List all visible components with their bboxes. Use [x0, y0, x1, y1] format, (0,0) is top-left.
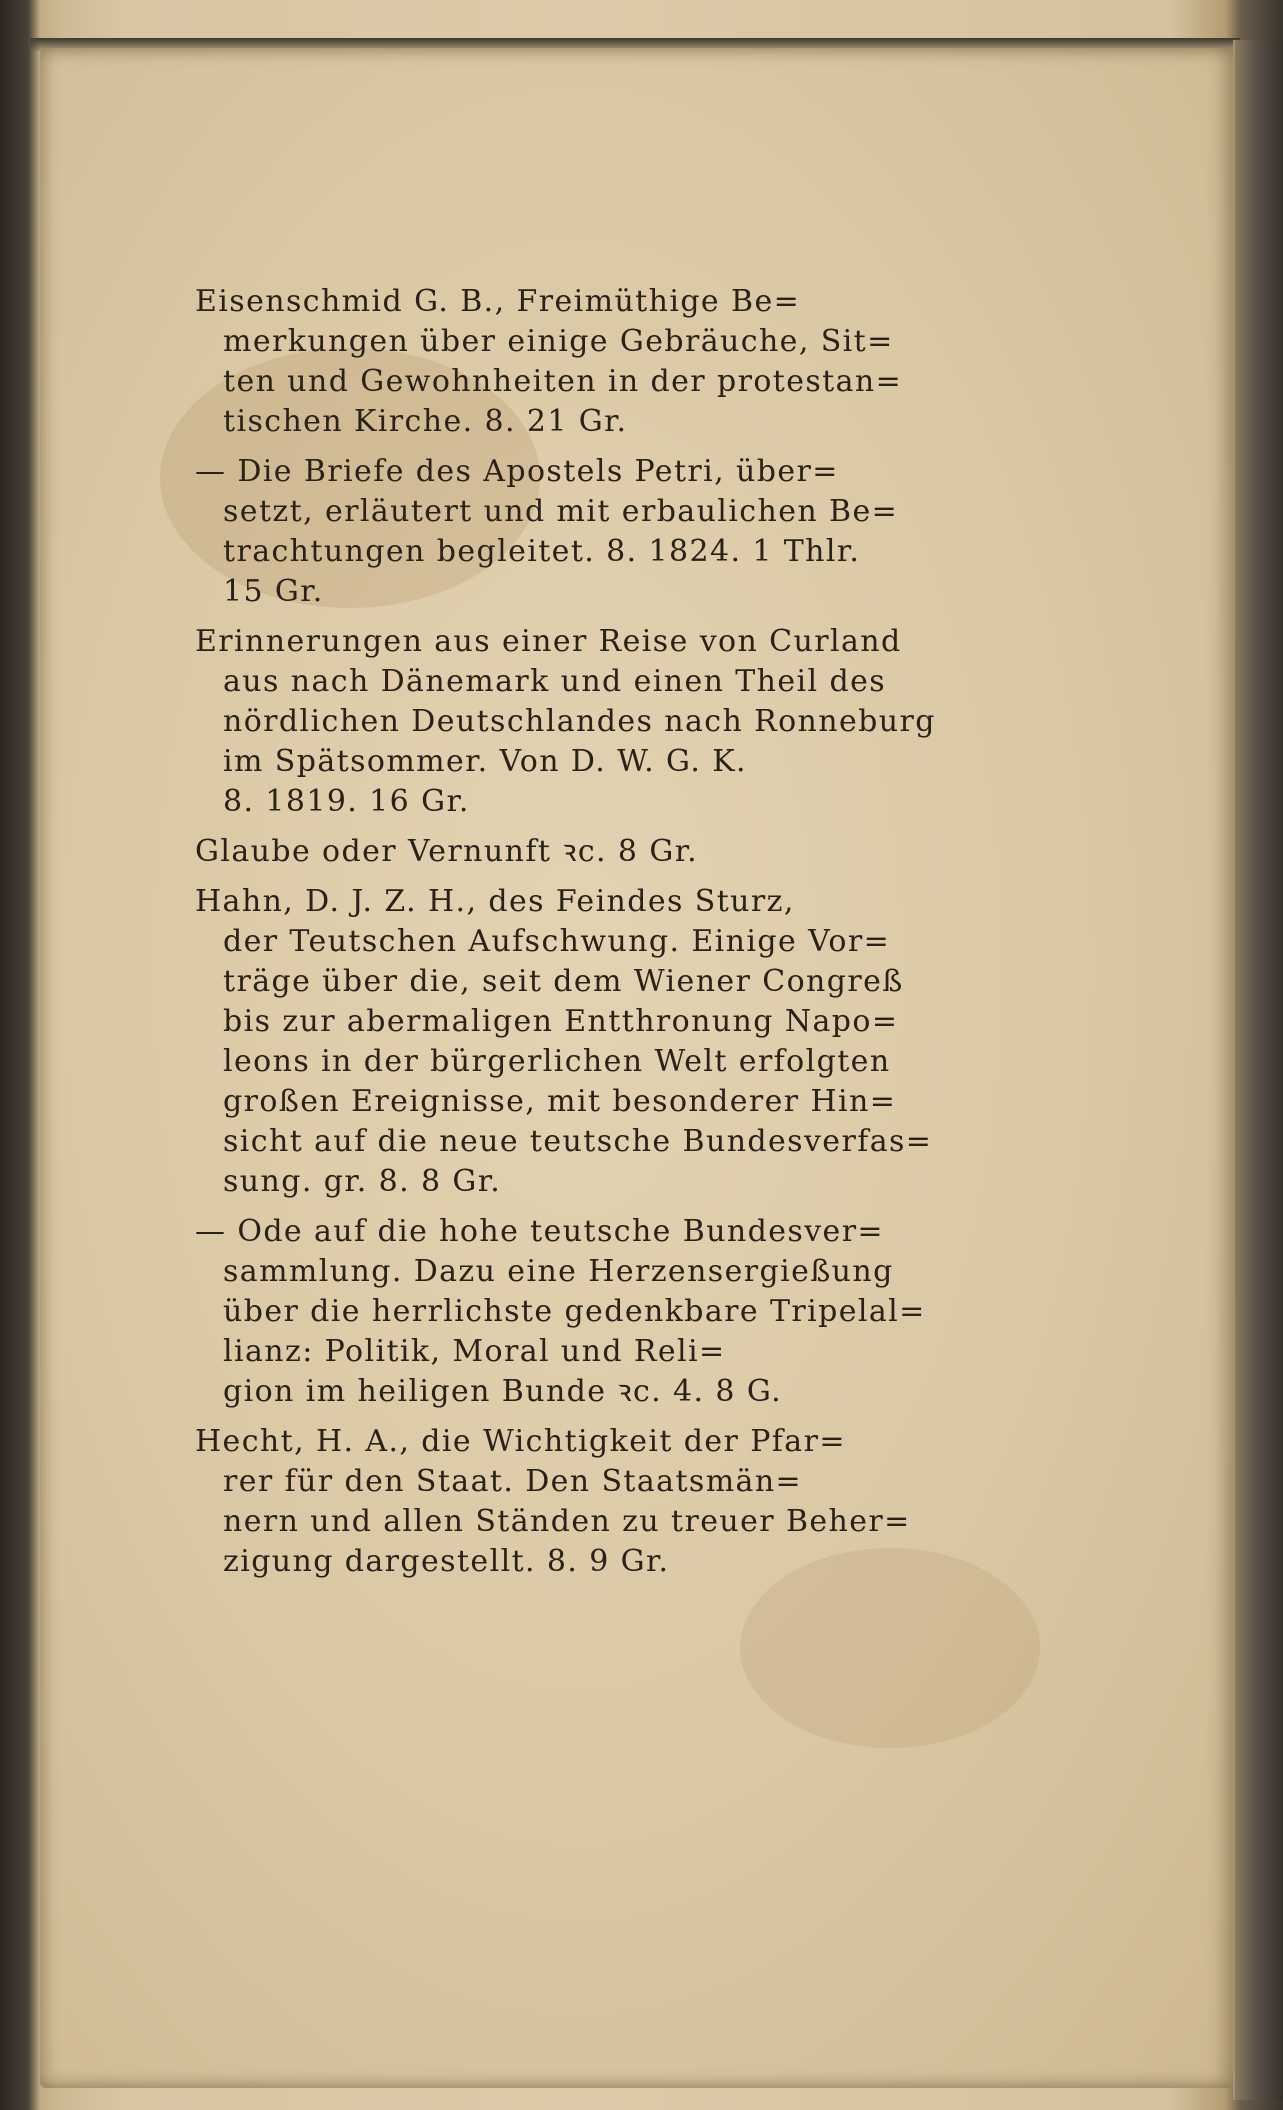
entry-line: gion im heiligen Bunde ꝛc. 4. 8 G. [223, 1374, 783, 1409]
entry-line: aus nach Dänemark und einen Theil des [223, 664, 887, 699]
entry-line: Erinnerungen aus einer Reise von Curland [195, 624, 902, 659]
catalog-text-block [195, 282, 985, 1592]
entry-line: nördlichen Deutschlandes nach Ronneburg [223, 704, 936, 739]
entry-line: rer für den Staat. Den Staatsmän= [223, 1464, 803, 1499]
entry-line: tischen Kirche. 8. 21 Gr. [223, 404, 628, 439]
entry-line: sicht auf die neue teutsche Bundesverfas= [223, 1124, 933, 1159]
entry-line: trachtungen begleitet. 8. 1824. 1 Thlr. [223, 534, 861, 569]
entry-line: sammlung. Dazu eine Herzensergießung [223, 1254, 894, 1289]
entry-line: großen Ereignisse, mit besonderer Hin= [223, 1084, 897, 1119]
catalog-entry-briefe-petri [195, 452, 985, 612]
entry-line: — Ode auf die hohe teutsche Bundesver= [195, 1214, 884, 1249]
entry-line: 8. 1819. 16 Gr. [223, 784, 470, 819]
entry-line: Eisenschmid G. B., Freimüthige Be= [195, 284, 801, 319]
catalog-entry-eisenschmid [195, 282, 985, 442]
entry-line: nern und allen Ständen zu treuer Beher= [223, 1504, 911, 1539]
entry-line: träge über die, seit dem Wiener Congreß [223, 964, 904, 999]
left-binding-shadow [0, 0, 40, 2110]
catalog-entry-ode [195, 1212, 985, 1412]
entry-line: Hahn, D. J. Z. H., des Feindes Sturz, [195, 884, 795, 919]
catalog-entry-hahn [195, 882, 985, 1202]
entry-line: setzt, erläutert und mit erbaulichen Be= [223, 494, 899, 529]
entry-line: der Teutschen Aufschwung. Einige Vor= [223, 924, 891, 959]
entry-line: 15 Gr. [223, 574, 324, 609]
entry-line: sung. gr. 8. 8 Gr. [223, 1164, 502, 1199]
entry-line: Glaube oder Vernunft ꝛc. 8 Gr. [195, 834, 699, 869]
catalog-entry-glaube [195, 832, 985, 872]
entry-line: merkungen über einige Gebräuche, Sit= [223, 324, 894, 359]
book-cover-edge [1233, 40, 1283, 2100]
catalog-entry-erinnerungen [195, 622, 985, 822]
catalog-entry-hecht [195, 1422, 985, 1582]
entry-line: leons in der bürgerlichen Welt erfolgten [223, 1044, 891, 1079]
entry-line: Hecht, H. A., die Wichtigkeit der Pfar= [195, 1424, 846, 1459]
entry-line: über die herrlichste gedenkbare Tripelal= [223, 1294, 926, 1329]
entry-line: lianz: Politik, Moral und Reli= [223, 1334, 726, 1369]
entry-line: bis zur abermaligen Entthronung Napo= [223, 1004, 899, 1039]
entry-line: im Spätsommer. Von D. W. G. K. [223, 744, 747, 779]
entry-line: zigung dargestellt. 8. 9 Gr. [223, 1544, 670, 1579]
entry-line: ten und Gewohnheiten in der protestan= [223, 364, 903, 399]
entry-line: — Die Briefe des Apostels Petri, über= [195, 454, 839, 489]
